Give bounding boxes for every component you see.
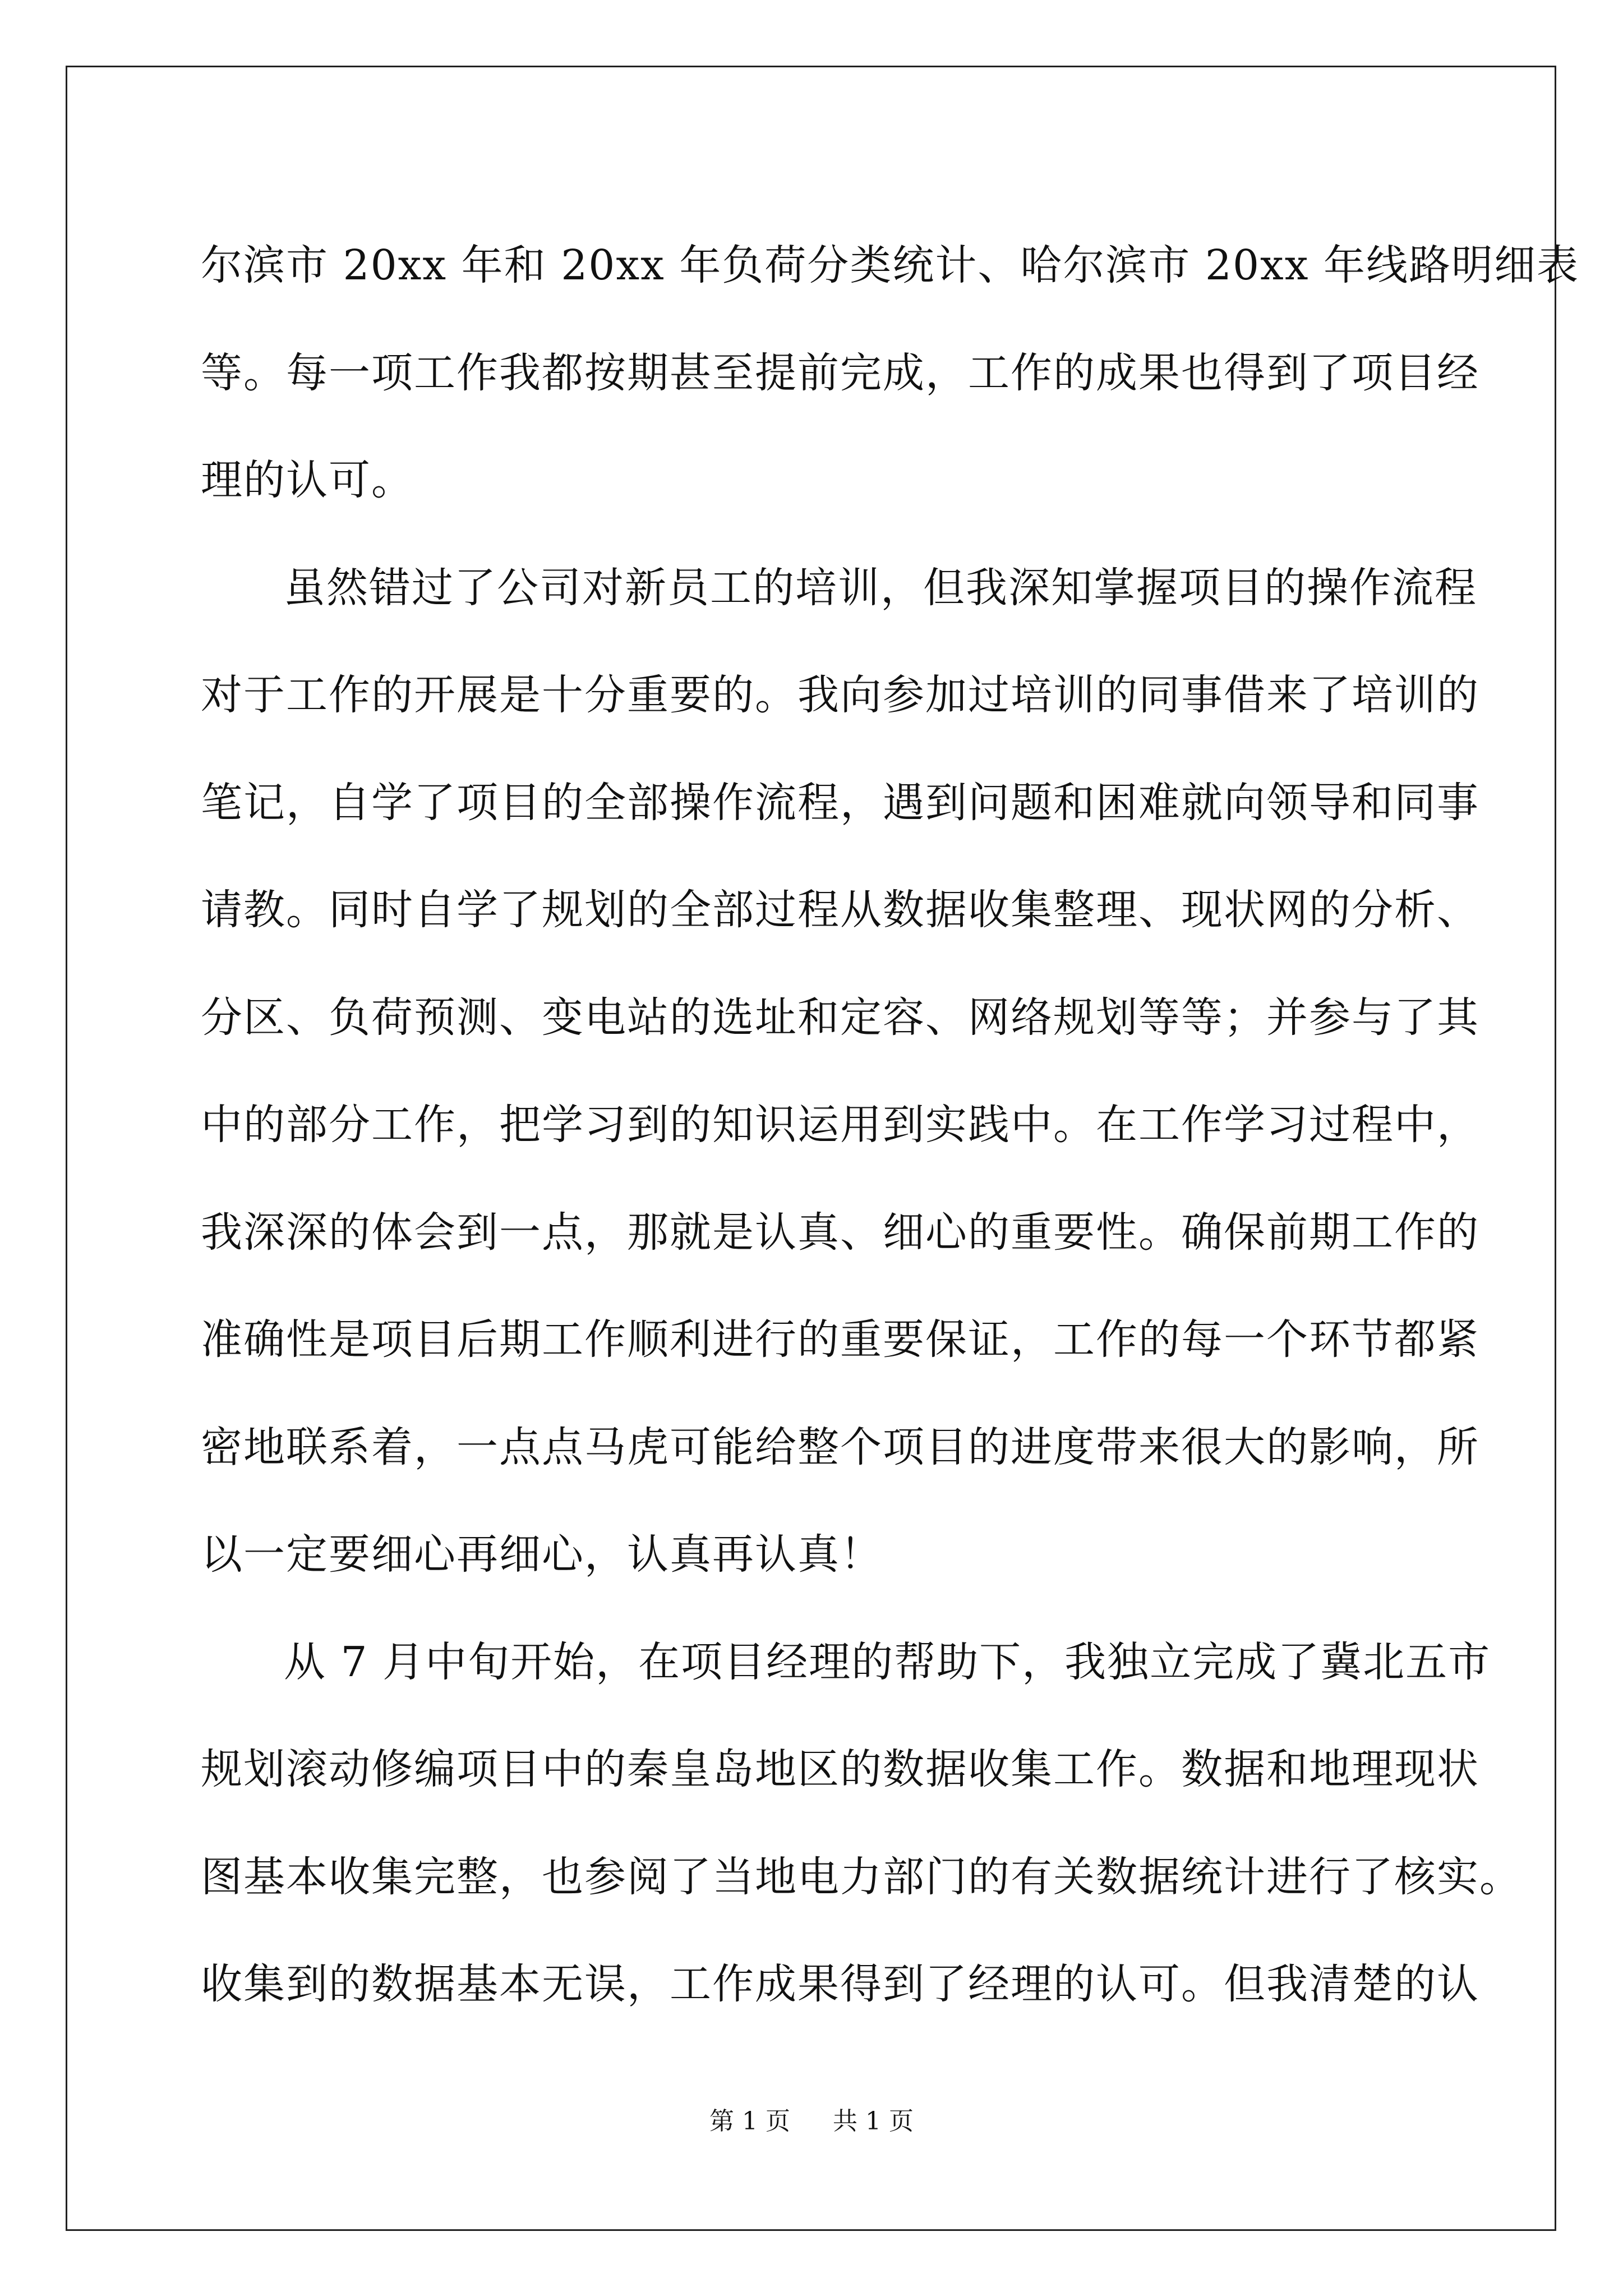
text-line: 规划滚动修编项目中的秦皇岛地区的数据收集工作。数据和地理现状 [201, 1745, 1479, 1793]
page-total: 共 1 页 [833, 2107, 914, 2136]
text-line: 等。每一项工作我都按期甚至提前完成，工作的成果也得到了项目经 [201, 348, 1479, 397]
text-line: 请教。同时自学了规划的全部过程从数据收集整理、现状网的分析、 [201, 886, 1479, 934]
text-line: 图基本收集完整，也参阅了当地电力部门的有关数据统计进行了核实。 [201, 1852, 1522, 1901]
text-line: 对于工作的开展是十分重要的。我向参加过培训的同事借来了培训的 [201, 671, 1479, 719]
text-line: 中的部分工作，把学习到的知识运用到实践中。在工作学习过程中， [201, 1101, 1479, 1149]
paragraph-start-line: 从 7 月中旬开始，在项目经理的帮助下，我独立完成了冀北五市 [284, 1637, 1491, 1686]
text-line: 准确性是项目后期工作顺利进行的重要保证，工作的每一个环节都紧 [201, 1315, 1479, 1364]
paragraph-start-line: 虽然错过了公司对新员工的培训，但我深知掌握项目的操作流程 [284, 563, 1477, 612]
text-line: 收集到的数据基本无误，工作成果得到了经理的认可。但我清楚的认 [201, 1960, 1479, 2008]
text-line: 密地联系着，一点点马虎可能给整个项目的进度带来很大的影响，所 [201, 1423, 1479, 1471]
text-line: 以一定要细心再细心，认真再认真！ [201, 1530, 883, 1579]
document-body [201, 212, 1580, 2039]
text-line: 尔滨市 20xx 年和 20xx 年负荷分类统计、哈尔滨市 20xx 年线路明细表 [201, 241, 1580, 289]
page-number: 第 1 页 [709, 2107, 790, 2136]
text-line: 理的认可。 [201, 456, 414, 504]
page-footer [0, 2101, 1623, 2137]
text-line: 笔记，自学了项目的全部操作流程，遇到问题和困难就向领导和同事 [201, 778, 1479, 827]
text-line: 分区、负荷预测、变电站的选址和定容、网络规划等等；并参与了其 [201, 993, 1479, 1042]
text-line: 我深深的体会到一点，那就是认真、细心的重要性。确保前期工作的 [201, 1208, 1479, 1257]
